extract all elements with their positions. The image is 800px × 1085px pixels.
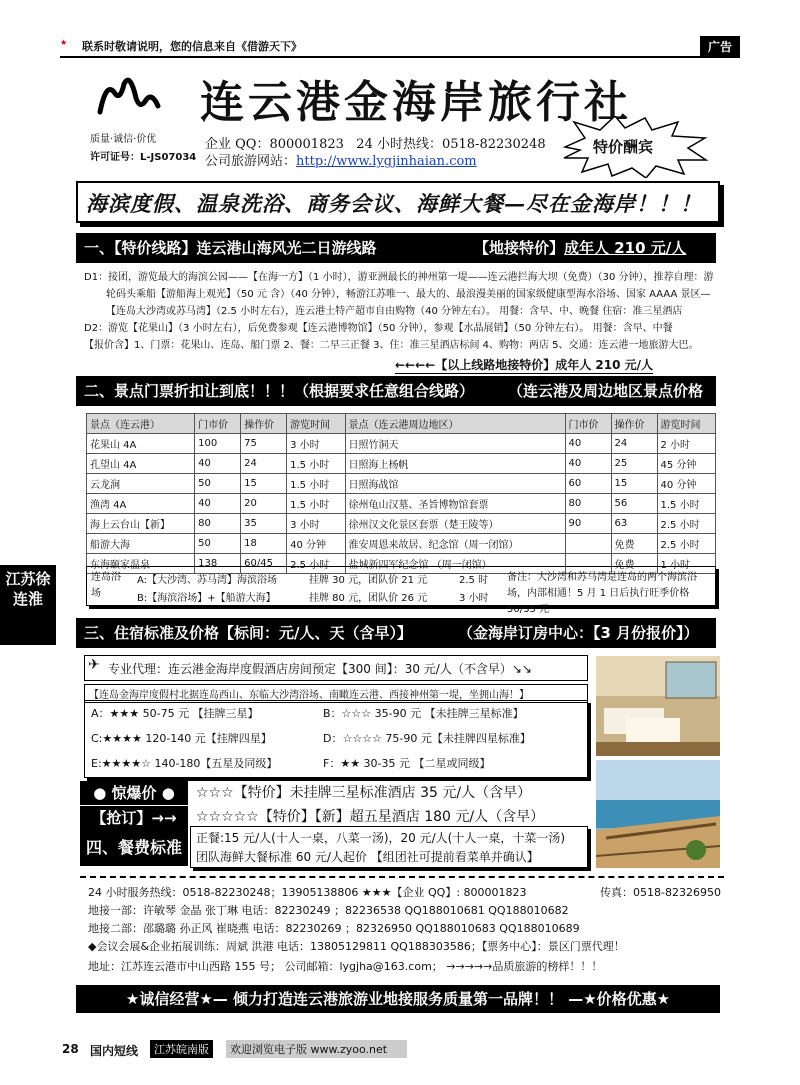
table-cell: 60: [565, 474, 611, 494]
table-cell: 75: [241, 434, 287, 454]
service-hotline: 24 小时服务热线：0518-82230248；13905138806 ★★★【企业 QQ】: 800001823: [88, 886, 527, 899]
table-row: [87, 434, 716, 454]
table-cell: 40: [565, 434, 611, 454]
meal-line-1: 正餐:15 元/人(十人一桌，八菜一汤)，20 元/人(十人一桌，十菜一汤): [196, 831, 566, 845]
corp-qq: 企业 QQ：800001823: [205, 137, 344, 152]
table-cell: 免费: [611, 534, 657, 554]
table-cell: 40: [195, 454, 241, 474]
table-cell: 日照海上杨帆: [345, 454, 565, 474]
table-cell: 63: [611, 514, 657, 534]
table-cell: 15: [611, 474, 657, 494]
hotline: 24 小时热线：0518-82230248: [356, 137, 546, 152]
section2-title: 二、景点门票折扣让到底！！！（根据要求任意组合线路）: [84, 382, 475, 400]
table-cell: 海上云台山【新】: [87, 514, 195, 534]
local-price-label: 【地接特价】: [474, 239, 565, 257]
top-bar: [60, 36, 740, 58]
table-cell: 40: [195, 494, 241, 514]
beach-label: 连岛浴场: [91, 572, 121, 599]
beach-option-b-price: 挂牌 80 元，团队价 26 元: [309, 593, 428, 604]
slogan: 海滨度假、温泉洗浴、商务会议、海鲜大餐—尽在金海岸！！！: [86, 191, 702, 216]
itinerary-line: 轮码头乘船【游船海上观光】（50 元 含）（40 分钟），畅游江苏唯一、最大的、最浪漫美丽的国家级健康型海水浴场、国家 AAAA 景区—: [106, 289, 711, 300]
table-cell: 15: [241, 474, 287, 494]
table-cell: 2.5 小时: [287, 554, 345, 574]
table-cell: 免费: [611, 554, 657, 574]
table-cell: 18: [241, 534, 287, 554]
grade-e: E:★★★★☆ 140-180【五星及同级】: [91, 757, 278, 770]
coast-photo: [596, 760, 720, 868]
itinerary-line: 【连岛大沙湾或苏马湾】（2.5 小时左右），连云港土特产超市自由购物（40 分钟左右）。 用餐：含早、中、晚餐 住宿：准三星酒店: [106, 306, 683, 317]
table-cell: 3 小时: [287, 514, 345, 534]
contact-line: 地接二部：邵璐璐 孙正风 崔晓燕 电话：82230269 ；82326950 QQ188010683 QQ188010689: [88, 922, 580, 935]
contact-line: 地接一部：许敏琴 金晶 张丁琳 电话：82230249 ；82236538 QQ188010681 QQ188010682: [88, 904, 569, 917]
table-cell: 80: [565, 494, 611, 514]
table-cell: 船游大海: [87, 534, 195, 554]
column-header: 景点（连云港）: [87, 414, 195, 434]
contact-line: ◆会议会展&企业拓展训练：周斌 洪港 电话：13805129811 QQ188303586；【票务中心】：景区门票代理！: [88, 940, 625, 953]
grade-row: [91, 755, 277, 771]
special-offer: 特价酬宾: [593, 138, 654, 156]
column-header: 景点（连云港周边地区）: [345, 414, 565, 434]
bottom-slogan: ★诚信经营★— 倾力打造连云港旅游业地接服务质量第一品牌！！ —★价格优惠★: [76, 985, 720, 1013]
table-cell: 50: [195, 474, 241, 494]
itinerary-line: D2：游览【花果山】（3 小时左右），后免费参观【连云港博物馆】（50 分钟），参观【水晶展销】（50 分钟左右）。 用餐：含早、中餐: [84, 323, 673, 334]
table-cell: 90: [565, 514, 611, 534]
promo-label: [80, 781, 188, 805]
table-cell: 孔望山 4A: [87, 454, 195, 474]
table-row: [87, 494, 716, 514]
website-line: [205, 150, 477, 169]
agent-line: 专业代理：连云港金海岸度假酒店房间预定【300 间】：30 元/人（不含早）↘↘: [108, 662, 532, 676]
table-cell: 1.5 小时: [657, 494, 715, 514]
grade-row: [323, 705, 524, 721]
beach-option-b: B:【海滨浴场】+【船游大海】: [137, 593, 276, 604]
table-row: [87, 454, 716, 474]
table-cell: 2.5 小时: [657, 514, 715, 534]
table-cell: [565, 534, 611, 554]
column-header: 操作价: [241, 414, 287, 434]
meal-line-2: 团队海鲜大餐标准 60 元/人起价 【组团社可提前看菜单并确认】: [196, 850, 539, 864]
itinerary-line: D1：接团，游览最大的海滨公园——【在海一方】（1 小时），游亚洲最长的神州第一堤——连云港拦海大坝（免费）（30 分钟），推荐自理：游: [84, 272, 714, 283]
table-cell: 1.5 小时: [287, 494, 345, 514]
grade-row: [323, 730, 531, 746]
table-cell: 24: [241, 454, 287, 474]
table-cell: 20: [241, 494, 287, 514]
table-cell: 日照竹洞天: [345, 434, 565, 454]
local-price: 成年人 210 元/人: [564, 239, 687, 257]
grade-row: [91, 705, 259, 721]
beach-option-a: A:【大沙湾、苏马湾】海滨浴场: [137, 575, 278, 586]
table-cell: 盐城新四军纪念馆 （周一闭馆）: [345, 554, 565, 574]
itinerary: [84, 269, 724, 354]
table-cell: 1 小时: [657, 554, 715, 574]
table-cell: 2 小时: [657, 434, 715, 454]
table-cell: 徐州汉文化景区套票（楚王陵等）: [345, 514, 565, 534]
section2-subtitle: （连云港及周边地区景点价格: [508, 382, 704, 400]
beach-option-b-time: 3 小时: [459, 593, 489, 604]
contact-line: [88, 884, 527, 900]
page-footer: [0, 1040, 800, 1062]
table-cell: 花果山 4A: [87, 434, 195, 454]
table-cell: 淮安周恩来故居、纪念馆（周一闭馆）: [345, 534, 565, 554]
table-cell: 40 分钟: [287, 534, 345, 554]
motto: 质量·诚信·价优: [90, 134, 157, 145]
airplane-icon: ✈: [88, 657, 100, 673]
section4-title: 四、餐费标准: [85, 838, 182, 857]
grab-label-text: 【抢订】→→: [91, 809, 177, 827]
region-edition: 江苏皖南版: [150, 1040, 213, 1058]
table-cell: 徐州龟山汉墓、圣旨博物馆套票: [345, 494, 565, 514]
fax: 传真：0518-82326950: [600, 886, 721, 899]
grab-label: [80, 806, 188, 830]
website-label: 公司旅游网站：: [205, 154, 297, 169]
column-header: 门市价: [195, 414, 241, 434]
table-cell: 24: [611, 434, 657, 454]
region-tab: 江苏徐连淮: [0, 565, 56, 645]
grade-box: [84, 700, 588, 778]
table-cell: 1.5 小时: [287, 474, 345, 494]
source-logo: ★: [60, 38, 68, 47]
table-cell: 80: [195, 514, 241, 534]
beach-option-a-price: 挂牌 30 元，团队价 21 元: [309, 575, 428, 586]
grade-d: D：☆☆☆☆ 75-90 元【未挂牌四星标准】: [323, 732, 531, 745]
section1-title: 一、【特价线路】连云港山海风光二日游线路: [84, 239, 377, 257]
table-cell: 60/45: [241, 554, 287, 574]
agency-logo: [96, 72, 162, 120]
table-cell: 2.5 小时: [657, 534, 715, 554]
section1-header: [76, 233, 716, 263]
table-cell: 云龙涧: [87, 474, 195, 494]
table-cell: 3 小时: [287, 434, 345, 454]
section3-header: [76, 618, 716, 648]
table-header: [87, 414, 716, 434]
promo-label-text: ● 惊爆价 ●: [93, 784, 175, 802]
section3-title: 三、住宿标准及价格【标间：元/人、天（含早）】: [84, 624, 412, 642]
table-cell: 138: [195, 554, 241, 574]
section-name: 国内短线: [90, 1044, 139, 1058]
table-cell: 日照海战馆: [345, 474, 565, 494]
column-header: 游览时间: [657, 414, 715, 434]
ad-tag: 广告: [700, 36, 740, 57]
itinerary-line: 【报价含】1、门票：花果山、连岛、船门票 2、餐：二早三正餐 3、住：准三星酒店标间 4、购物：两店 5、交通：连云港一地旅游大巴。: [84, 340, 699, 351]
table-row: [87, 534, 716, 554]
column-header: 门市价: [565, 414, 611, 434]
beach-box: [86, 566, 716, 615]
website-link[interactable]: http://www.lygjinhaian.com: [296, 154, 477, 169]
table-row: [87, 474, 716, 494]
grade-c: C:★★★★ 120-140 元【挂牌四星】: [91, 732, 272, 745]
table-cell: 东海颐家温泉: [87, 554, 195, 574]
column-header: 游览时间: [287, 414, 345, 434]
table-cell: 1.5 小时: [287, 454, 345, 474]
grade-b: B：☆☆☆ 35-90 元 【未挂牌三星标准】: [323, 707, 524, 720]
section1-price-block: [474, 233, 686, 263]
grade-row: [323, 755, 491, 771]
promo-line-1: ☆☆☆【特价】未挂牌三星标准酒店 35 元/人（含早）: [196, 785, 532, 801]
source-note: 联系时敬请说明，您的信息来自《借游天下》: [82, 40, 302, 53]
table-cell: 56: [611, 494, 657, 514]
beach-note: 备注：大沙湾和苏马湾是连岛的两个海滨浴场，内部相通！5 月 1 日后执行旺季价格 50/35 元: [507, 572, 697, 615]
table-cell: 40 分钟: [657, 474, 715, 494]
table-cell: 40: [565, 454, 611, 474]
table-cell: 25: [611, 454, 657, 474]
beach-option-a-time: 2.5 时: [459, 575, 489, 586]
section3-subtitle: （金海岸订房中心：【3 月份报价】）: [458, 624, 699, 642]
grade-a: A：★★★ 50-75 元 【挂牌三星】: [91, 707, 259, 720]
contact-line: 地址：江苏连云港市中山西路 155 号； 公司邮箱：lygjha@163.com； →→→→→品质旅游的榜样！！！: [88, 960, 603, 973]
license: 许可证号：L-JS07034: [90, 152, 197, 163]
section1-footer: ←←←←【以上线路地接特价】成年人 210 元/人: [395, 358, 654, 372]
ticket-price-table: [86, 413, 716, 574]
table-row: [87, 514, 716, 534]
table-cell: 渔湾 4A: [87, 494, 195, 514]
table-cell: 35: [241, 514, 287, 534]
table-cell: 50: [195, 534, 241, 554]
contact-box: [80, 876, 724, 978]
grade-f: F：★★ 30-35 元 【二星或同级】: [323, 757, 491, 770]
table-cell: 100: [195, 434, 241, 454]
agency-name: 连云港金海岸旅行社: [200, 77, 632, 128]
web-link[interactable]: 欢迎浏览电子版 www.zyoo.net: [226, 1040, 407, 1058]
table-cell: 45 分钟: [657, 454, 715, 474]
section4-header: [80, 830, 188, 866]
promo-line-2: ☆☆☆☆☆【特价】【新】超五星酒店 180 元/人（含早）: [196, 809, 545, 825]
column-header: 操作价: [611, 414, 657, 434]
page-number: 28: [62, 1042, 79, 1056]
grade-row: [91, 730, 272, 746]
section2-header: [76, 376, 716, 406]
hotel-room-photo: [596, 656, 720, 756]
resort-address: 【连岛金海岸度假村北据连岛西山、东临大沙湾浴场、南瞰连云港、西接神州第一堤，坐拥山海！】: [84, 684, 588, 703]
